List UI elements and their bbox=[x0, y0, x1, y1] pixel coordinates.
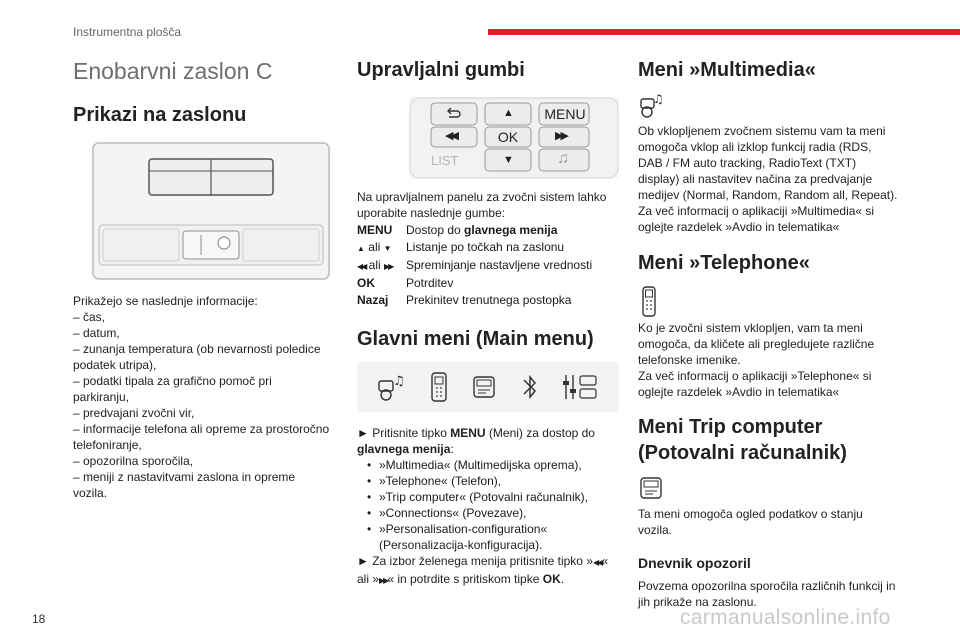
text-line: Ob vklopljenem zvočnem sistemu vam ta meni bbox=[638, 124, 886, 138]
definition-row bbox=[357, 292, 619, 309]
section-header: Instrumentna plošča bbox=[73, 25, 182, 39]
list-item: – datum, bbox=[73, 326, 120, 340]
list-item: vozila. bbox=[73, 486, 108, 500]
text-line: Povzema opozorilna sporočila različnih funkcij in bbox=[638, 579, 896, 593]
definition-term: Nazaj bbox=[357, 293, 389, 307]
settings-icon bbox=[560, 371, 600, 403]
bluetooth-icon bbox=[519, 371, 541, 403]
display-panel-drawing bbox=[91, 141, 331, 281]
list-item: podatek utripa), bbox=[73, 358, 157, 372]
multimedia-icon bbox=[638, 91, 910, 119]
trip-computer-icon bbox=[470, 371, 500, 403]
list-item: – opozorilna sporočila, bbox=[73, 454, 194, 468]
text-line: medijev (Normal, Random, Random all, Repeat). bbox=[638, 188, 898, 202]
definition-text: Spreminjanje nastavljene vrednosti bbox=[406, 258, 593, 272]
list-item-continuation: (Personalizacija-konfiguracija). bbox=[379, 538, 543, 552]
control-panel-illustration bbox=[409, 97, 619, 179]
up-arrow-icon: ▲ bbox=[357, 244, 365, 253]
rewind-icon[interactable]: ◀◀ bbox=[445, 130, 456, 142]
text-line: oglejte razdelek »Avdio in telematika« bbox=[638, 385, 840, 399]
multimedia-icon bbox=[376, 371, 408, 403]
definition-text: Potrditev bbox=[406, 276, 454, 290]
text-line: display) ali nastavitev načina za predvajanje bbox=[638, 172, 873, 186]
section-heading-controls: Upravljalni gumbi bbox=[357, 59, 525, 81]
trip-computer-icon bbox=[638, 476, 910, 502]
down-arrow-icon: ▼ bbox=[383, 244, 392, 253]
rewind-icon: ◀◀ bbox=[593, 558, 602, 567]
watermark: carmanualsonline.info bbox=[680, 606, 891, 629]
text-line: Ko je zvočni sistem vklopljen, vam ta meni bbox=[638, 321, 863, 335]
controls-intro-line-1: Na upravljalnem panelu za zvočni sistem lahko bbox=[357, 190, 607, 204]
controls-intro-line-2: uporabite naslednje gumbe: bbox=[357, 206, 506, 220]
section-heading-main-menu: Glavni meni (Main menu) bbox=[357, 328, 594, 350]
definition-row bbox=[357, 257, 619, 275]
text-line: telefonske imenike. bbox=[638, 353, 741, 367]
column-3 bbox=[638, 52, 910, 610]
list-item: telefoniranje, bbox=[73, 438, 142, 452]
text-line: Ta meni omogoča ogled podatkov o stanju bbox=[638, 507, 863, 521]
text-line: Za več informacij o aplikaciji »Multimedia« si bbox=[638, 204, 875, 218]
svg-text:♫: ♫ bbox=[653, 92, 664, 106]
text-line: DAB / FM auto tracking, RadioText (TXT) bbox=[638, 156, 857, 170]
multimedia-description bbox=[638, 123, 910, 235]
definition-term: MENU bbox=[357, 223, 393, 237]
menu-button[interactable]: MENU bbox=[544, 106, 586, 122]
main-menu-icons-strip bbox=[357, 362, 619, 412]
header-accent-bar bbox=[488, 29, 960, 35]
text-line: omogoča, da kličete ali pregledujete različne bbox=[638, 337, 875, 351]
list-item: – zunanja temperatura (ob nevarnosti poledice bbox=[73, 342, 321, 356]
text-line: vozila. bbox=[638, 523, 673, 537]
monochrome-display-illustration bbox=[91, 141, 331, 281]
heading-line: Meni Trip computer bbox=[638, 416, 823, 438]
display-info-list bbox=[73, 309, 331, 501]
list-item: – čas, bbox=[73, 310, 106, 324]
list-item: • »Multimedia« (Multimedijska oprema), bbox=[357, 457, 619, 473]
list-item: • »Connections« (Povezave), bbox=[357, 505, 619, 521]
text-line: oglejte razdelek »Avdio in telematika« bbox=[638, 220, 840, 234]
down-arrow-icon[interactable]: ▼ bbox=[503, 154, 514, 166]
definition-row bbox=[357, 222, 619, 239]
section-heading-displays: Prikazi na zaslonu bbox=[73, 104, 247, 126]
list-item: • »Personalisation-configuration« bbox=[357, 521, 619, 537]
list-button[interactable]: LIST bbox=[431, 153, 459, 168]
list-item: – meniji z nastavitvami zaslona in opreme bbox=[73, 470, 296, 484]
list-item: – informacije telefona ali opreme za prostoročno bbox=[73, 422, 330, 436]
list-item: – podatki tipala za grafično pomoč pri parkiranju, bbox=[73, 374, 272, 404]
column-2 bbox=[357, 52, 619, 589]
definition-row bbox=[357, 275, 619, 292]
section-heading-telephone: Meni »Telephone« bbox=[638, 252, 810, 274]
section-heading-multimedia: Meni »Multimedia« bbox=[638, 59, 816, 81]
list-item: – predvajani zvočni vir, bbox=[73, 406, 195, 420]
main-menu-options-list bbox=[357, 457, 619, 553]
text-line: omogoča vklop ali izklop funkcij radia (RDS, bbox=[638, 140, 872, 154]
definition-term: ◀◀ ali ▶▶ bbox=[357, 258, 393, 272]
definition-row bbox=[357, 239, 619, 257]
heading-line: (Potovalni računalnik) bbox=[638, 442, 847, 464]
fast-forward-icon: ▶▶ bbox=[384, 262, 393, 271]
ok-button[interactable]: OK bbox=[497, 129, 519, 145]
telephone-description bbox=[638, 320, 910, 400]
definition-text: Prekinitev trenutnega postopka bbox=[406, 293, 572, 307]
section-heading-warning-log: Dnevnik opozoril bbox=[638, 555, 751, 571]
text-line: jih prikaže na zaslonu. bbox=[638, 595, 757, 609]
rewind-icon: ◀◀ bbox=[357, 262, 366, 271]
fast-forward-icon[interactable]: ▶▶ bbox=[555, 130, 566, 142]
trip-computer-description bbox=[638, 506, 910, 538]
section-heading-trip-computer bbox=[638, 414, 910, 466]
displays-intro: Prikažejo se naslednje informacije: bbox=[73, 294, 258, 308]
telephone-icon bbox=[427, 371, 451, 403]
definition-text: Dostop do glavnega menija bbox=[406, 223, 558, 237]
page-title: Enobarvni zaslon C bbox=[73, 58, 273, 84]
svg-text:♫: ♫ bbox=[393, 374, 406, 389]
definition-term: OK bbox=[357, 276, 375, 290]
main-menu-instruction: ► Pritisnite tipko MENU (Meni) za dostop do glavnega menija: bbox=[357, 426, 595, 456]
menu-selection-instruction: ► Za izbor želenega menija pritisnite tipko »◀◀« ali »▶▶« in potrdite s pritiskom tipke OK. bbox=[357, 554, 608, 586]
list-item: • »Trip computer« (Potovalni računalnik), bbox=[357, 489, 619, 505]
page-number: 18 bbox=[32, 612, 46, 626]
back-icon[interactable] bbox=[446, 107, 462, 121]
text-line: Za več informacij o aplikaciji »Telephone« si bbox=[638, 369, 872, 383]
list-item: • »Telephone« (Telefon), bbox=[357, 473, 619, 489]
definition-text: Listanje po točkah na zaslonu bbox=[406, 240, 565, 254]
telephone-icon bbox=[638, 286, 910, 318]
definition-term: ▲ ali ▼ bbox=[357, 240, 392, 254]
fast-forward-icon: ▶▶ bbox=[379, 576, 388, 585]
up-arrow-icon[interactable]: ▲ bbox=[503, 107, 514, 119]
button-definitions bbox=[357, 222, 619, 309]
column-1 bbox=[73, 52, 331, 501]
music-note-icon[interactable]: ♫ bbox=[557, 150, 569, 167]
